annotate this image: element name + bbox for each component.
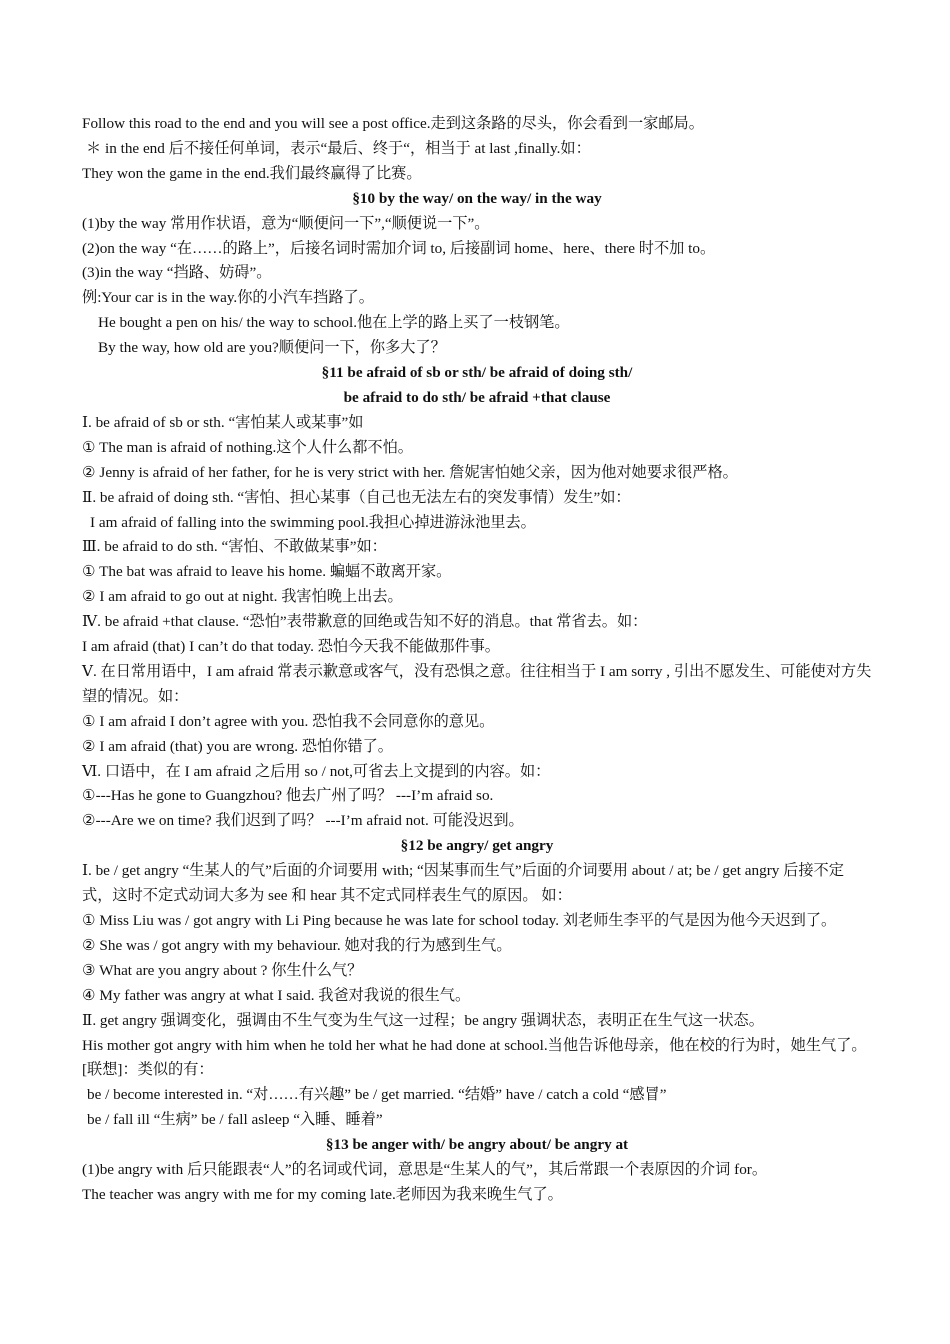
example-line: ④ My father was angry at what I said. 我爸对我说的很生气。 (82, 986, 471, 1004)
text-line: (1)by the way 常用作状语，意为“顺便问一下”,“顺便说一下”。 (82, 214, 490, 232)
text-line: (3)in the way “挡路、妨碍”。 (82, 264, 272, 282)
text-line: Ⅱ. get angry 强调变化，强调由不生气变为生气这一过程；be angry 强调状态，表明正在生气这一状态。 (82, 1011, 764, 1029)
example-line: The teacher was angry with me for my coming late.老师因为我来晚生气了。 (82, 1185, 563, 1203)
section-heading-11: §11 be afraid of sb or sth/ be afraid of doing sth/ (321, 364, 633, 382)
related-phrases-line: be / fall ill “生病” be / fall asleep “入睡、睡着” (87, 1111, 383, 1129)
text-line: (1)be angry with 后只能跟表“人”的名词或代词，意思是“生某人的气”，其后常跟一个表原因的介词 for。 (82, 1161, 768, 1179)
text-line: Ⅰ. be afraid of sb or sth. “害怕某人或某事”如 (82, 413, 364, 431)
example-line: ② I am afraid (that) you are wrong. 恐怕你错了。 (82, 737, 393, 755)
example-paragraph: ① Miss Liu was / got angry with Li Ping because he was late for school today. 刘老师生李平的气是因为他今天迟到了。 (82, 912, 837, 929)
example-line: ② Jenny is afraid of her father, for he is very strict with her. 詹妮害怕她父亲，因为他对她要求很严格。 (82, 463, 738, 481)
text-paragraph: Ⅰ. be / get angry “生某人的气”后面的介词要用 with; “因某事而生气”后面的介词要用 about / at; be / get angry 后接不定式，这时不定式动词大多为 see 和 hear 其不定式同样表生气的原因。 如： (82, 862, 844, 905)
note-line: ＊ in the end 后不接任何单词，表示“最后、终于“，相当于 at last ,finally.如： (86, 139, 591, 157)
example-line: I am afraid of falling into the swimming pool.我担心掉进游泳池里去。 (90, 513, 536, 531)
text-line: (2)on the way “在……的路上”，后接名词时需加介词 to, 后接副词 home、here、there 时不加 to。 (82, 239, 716, 257)
document-page (82, 112, 872, 1208)
example-line: They won the game in the end.我们最终赢得了比赛。 (82, 164, 422, 182)
related-phrases-line: be / become interested in. “对……有兴趣” be / get married. “结婚” have / catch a cold “感冒” (87, 1086, 667, 1104)
section-heading-12: §12 be angry/ get angry (400, 837, 554, 855)
example-line: I am afraid (that) I can’t do that today. 恐怕今天我不能做那件事。 (82, 638, 500, 656)
example-line: ② She was / got angry with my behaviour. 她对我的行为感到生气。 (82, 936, 512, 954)
example-line: He bought a pen on his/ the way to school.他在上学的路上买了一枝钢笔。 (98, 314, 570, 332)
text-paragraph: Ⅴ. 在日常用语中，I am afraid 常表示歉意或客气，没有恐惧之意。往往相当于 I am sorry , 引出不愿发生、可能使对方失望的情况。如： (82, 662, 872, 705)
text-line: Follow this road to the end and you will see a post office.走到这条路的尽头，你会看到一家邮局。 (82, 115, 704, 132)
section-heading-13: §13 be anger with/ be angry about/ be angry at (325, 1136, 629, 1154)
text-line: Ⅲ. be afraid to do sth. “害怕、不敢做某事”如： (82, 538, 387, 556)
example-line: ③ What are you angry about ? 你生什么气？ (82, 961, 363, 979)
text-line: Ⅵ. 口语中，在 I am afraid 之后用 so / not,可省去上文提到的内容。如： (82, 762, 551, 780)
example-line: ①---Has he gone to Guangzhou? 他去广州了吗？ ---I’m afraid so. (82, 787, 494, 805)
example-line: 例:Your car is in the way.你的小汽车挡路了。 (82, 289, 374, 307)
example-line: ① The man is afraid of nothing.这个人什么都不怕。 (82, 438, 413, 456)
text-line: Ⅱ. be afraid of doing sth. “害怕、担心某事（自己也无法左右的突发事情）发生”如： (82, 488, 631, 506)
example-line: ② I am afraid to go out at night. 我害怕晚上出去。 (82, 588, 403, 606)
text-line: Ⅳ. be afraid +that clause. “恐怕”表带歉意的回绝或告知不好的消息。that 常省去。如： (82, 613, 648, 631)
example-line: ① The bat was afraid to leave his home. 蝙蝠不敢离开家。 (82, 563, 452, 581)
section-heading-10: §10 by the way/ on the way/ in the way (352, 189, 602, 207)
example-line: ① I am afraid I don’t agree with you. 恐怕我不会同意你的意见。 (82, 712, 495, 730)
example-line: By the way, how old are you?顺便问一下，你多大了？ (98, 339, 446, 357)
section-heading-11-cont: be afraid to do sth/ be afraid +that clause (343, 388, 611, 406)
example-paragraph: His mother got angry with him when he told her what he had done at school.当他告诉他母亲，他在校的行为时，她生气了。 [联想]：类似的有： (82, 1036, 867, 1079)
example-line: ②---Are we on time? 我们迟到了吗？ ---I’m afraid not. 可能没迟到。 (82, 812, 524, 830)
